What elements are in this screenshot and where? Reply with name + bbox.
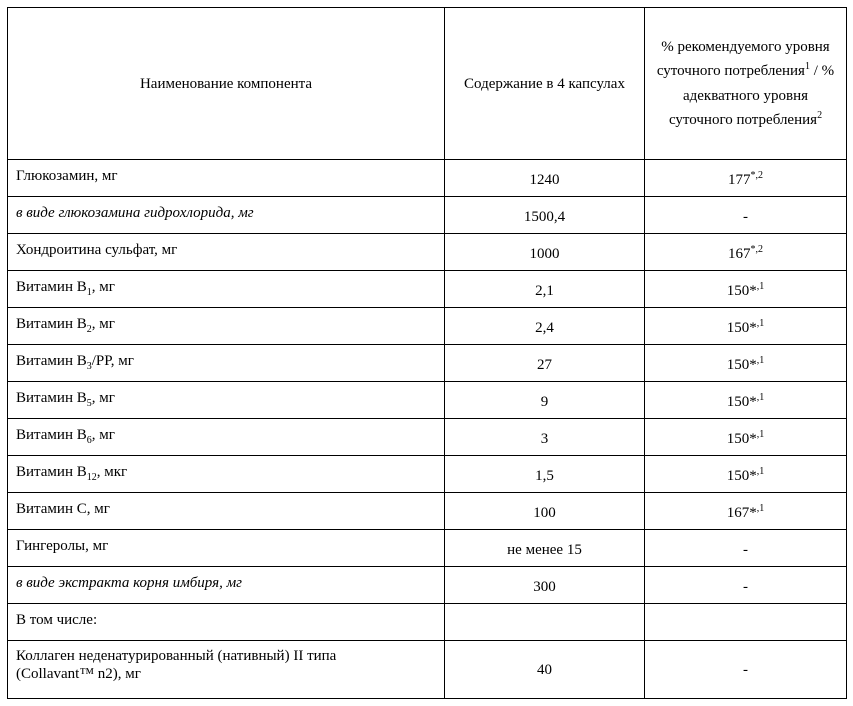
percent-footnote: ,1: [756, 392, 765, 403]
content-value: 1240: [445, 160, 645, 197]
component-name: Хондроитина сульфат, мг: [8, 234, 445, 271]
component-name-unit: , мг: [91, 316, 115, 332]
header-percent-text-2: / % адекватного уровня суточного потребления: [668, 63, 835, 128]
component-name-unit: , мкг: [96, 464, 128, 480]
content-value: 40: [445, 641, 645, 699]
percent-footnote: *,2: [750, 244, 763, 255]
header-footnote-1: 1: [804, 61, 810, 72]
percent-value: [645, 382, 847, 419]
percent-value: [645, 493, 847, 530]
component-name: В том числе:: [8, 604, 445, 641]
percent-number: -: [743, 209, 748, 225]
component-name-text: Витамин В: [16, 279, 87, 295]
percent-number: -: [743, 661, 748, 678]
vitamin-index: 5: [86, 398, 92, 409]
component-name-unit: , мг: [91, 427, 115, 443]
percent-number: 150*: [726, 283, 757, 299]
vitamin-index: 3: [86, 361, 92, 372]
component-name: [8, 382, 445, 419]
percent-value: [645, 567, 847, 604]
table-row: [8, 382, 847, 419]
percent-footnote: ,1: [756, 429, 765, 440]
percent-number: 150*: [726, 468, 757, 484]
component-name-text: Витамин В: [16, 390, 87, 406]
percent-number: 177: [728, 172, 751, 188]
percent-number: -: [743, 542, 748, 558]
percent-value: [645, 234, 847, 271]
percent-value: [645, 197, 847, 234]
percent-value: [645, 456, 847, 493]
nutrient-table: [7, 7, 847, 699]
component-name-text: Витамин В: [16, 353, 87, 369]
table-row: [8, 456, 847, 493]
table-row: [8, 234, 847, 271]
table-row: [8, 567, 847, 604]
content-value: 2,4: [445, 308, 645, 345]
percent-value: [645, 419, 847, 456]
component-name: Гингеролы, мг: [8, 530, 445, 567]
component-name: [8, 419, 445, 456]
content-value: 2,1: [445, 271, 645, 308]
content-value: 1,5: [445, 456, 645, 493]
component-name-unit: , мг: [91, 390, 115, 406]
header-percent-text-1: % рекомендуемого уровня суточного потребления: [656, 38, 830, 79]
content-value: 300: [445, 567, 645, 604]
percent-footnote: ,1: [756, 281, 765, 292]
percent-footnote: *,2: [750, 170, 763, 181]
component-name-text: Витамин В: [16, 427, 87, 443]
component-name-unit: /РР, мг: [91, 353, 134, 369]
component-name: Витамин С, мг: [8, 493, 445, 530]
percent-value: [645, 271, 847, 308]
component-name: [8, 345, 445, 382]
percent-value: [645, 160, 847, 197]
table-row: [8, 493, 847, 530]
percent-footnote: ,1: [756, 318, 765, 329]
percent-value: [645, 308, 847, 345]
percent-footnote: ,1: [756, 503, 765, 514]
content-value: 27: [445, 345, 645, 382]
header-row: [8, 8, 847, 160]
component-name: Глюкозамин, мг: [8, 160, 445, 197]
percent-value: [645, 530, 847, 567]
component-name-line-1: Коллаген неденатурированный (нативный) II типа: [16, 648, 337, 664]
percent-number: 150*: [726, 431, 757, 447]
header-percent-daily-intake: [645, 8, 847, 160]
content-value: не менее 15: [445, 530, 645, 567]
vitamin-index: 6: [86, 435, 92, 446]
component-name: [8, 456, 445, 493]
percent-number: 167: [728, 246, 751, 262]
table-row: [8, 271, 847, 308]
component-name: [8, 271, 445, 308]
content-value: 9: [445, 382, 645, 419]
vitamin-index: 2: [86, 324, 92, 335]
content-value: 1500,4: [445, 197, 645, 234]
header-content-per-4-capsules: Содержание в 4 капсулах: [445, 8, 645, 160]
header-footnote-2: 2: [817, 110, 823, 121]
component-name: в виде экстракта корня имбиря, мг: [8, 567, 445, 604]
component-name-text: Витамин В: [16, 316, 87, 332]
content-value: [445, 604, 645, 641]
percent-number: 167*: [726, 505, 757, 521]
percent-value: [645, 345, 847, 382]
percent-number: 150*: [726, 357, 757, 373]
percent-number: 150*: [726, 320, 757, 336]
component-name-line-2: (Collavant™ n2), мг: [16, 666, 141, 682]
table-row: [8, 308, 847, 345]
table-row: [8, 641, 847, 699]
component-name-text: Витамин В: [16, 464, 87, 480]
component-name: в виде глюкозамина гидрохлорида, мг: [8, 197, 445, 234]
percent-number: 150*: [726, 394, 757, 410]
percent-footnote: ,1: [756, 355, 765, 366]
table-row: [8, 530, 847, 567]
percent-number: -: [743, 579, 748, 595]
table-row: [8, 419, 847, 456]
component-name: [8, 641, 445, 699]
content-value: 100: [445, 493, 645, 530]
percent-footnote: ,1: [756, 466, 765, 477]
percent-value: [645, 604, 847, 641]
table-row: [8, 345, 847, 382]
component-name: [8, 308, 445, 345]
content-value: 1000: [445, 234, 645, 271]
table-row: [8, 604, 847, 641]
content-value: 3: [445, 419, 645, 456]
table-row: [8, 160, 847, 197]
percent-value: [645, 641, 847, 699]
component-name-unit: , мг: [91, 279, 115, 295]
vitamin-index: 12: [86, 472, 97, 483]
vitamin-index: 1: [86, 287, 92, 298]
header-component-name: Наименование компонента: [8, 8, 445, 160]
table-row: [8, 197, 847, 234]
